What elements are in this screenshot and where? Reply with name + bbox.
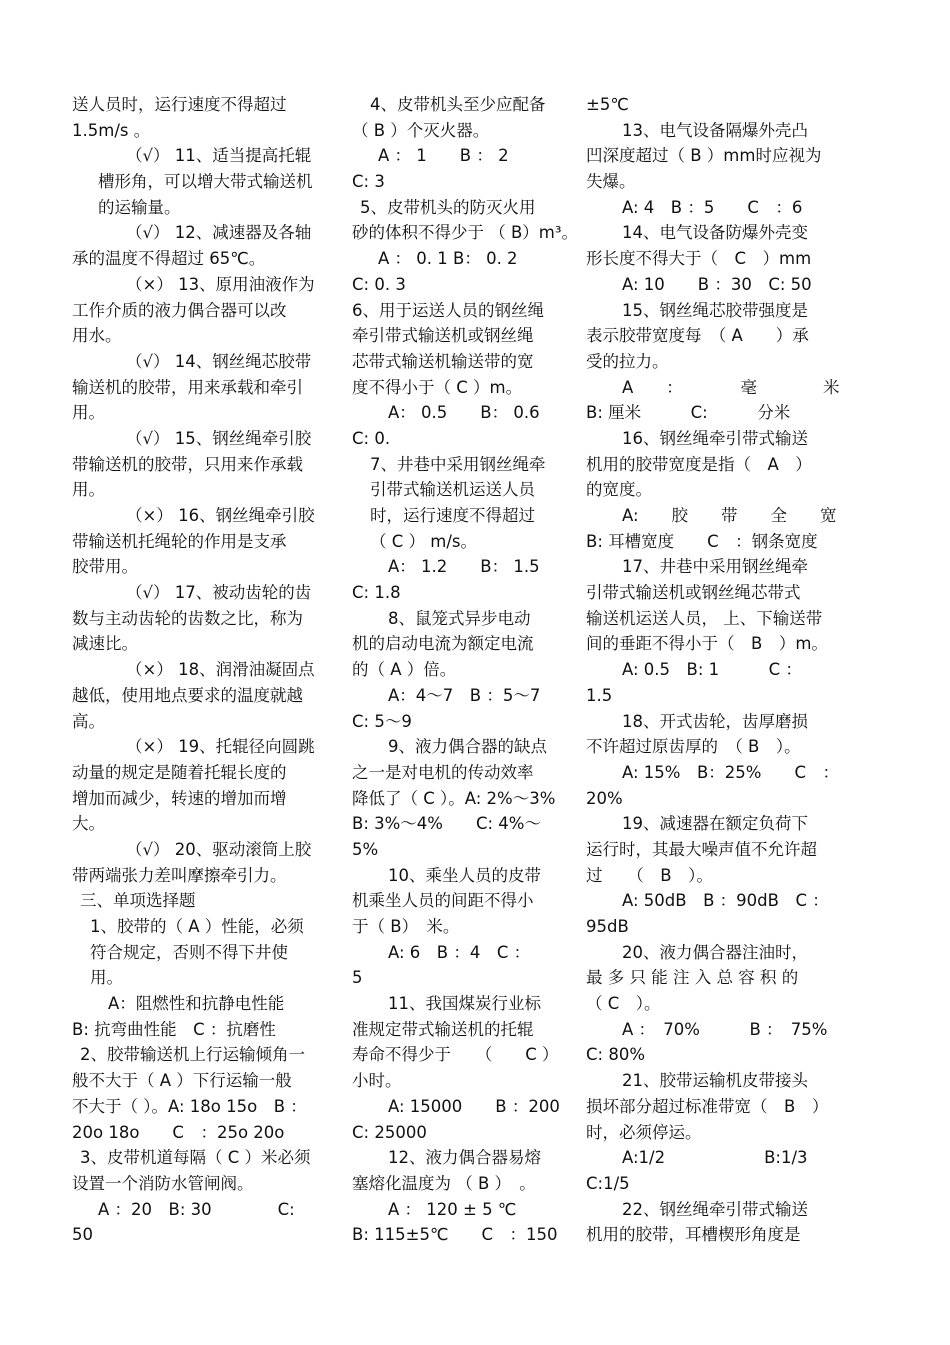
answer-options: A: 10 B ：30 C: 50 bbox=[622, 274, 812, 294]
text-line: 形长度不得大于（ C ）mm bbox=[586, 249, 812, 269]
question-tf-17: （√） 17、被动齿轮的齿 bbox=[126, 583, 312, 603]
question-mc-10: 10、乘坐人员的皮带 bbox=[388, 865, 541, 885]
answer-options: B: 115±5℃ C ：150 bbox=[352, 1225, 558, 1245]
answer-options: A ： 70% B ： 75% bbox=[622, 1019, 828, 1039]
answer-options: ±5℃ bbox=[586, 95, 629, 114]
text-line: 的运输量。 bbox=[98, 197, 181, 217]
text-line: 用。 bbox=[72, 403, 105, 423]
question-mc-21: 21、胶带运输机皮带接头 bbox=[622, 1071, 808, 1091]
text-line: 带两端张力差叫摩擦牵引力。 bbox=[72, 865, 287, 885]
answer-options: A: 15% B：25% C ： bbox=[622, 762, 839, 782]
answer-options: B: 耳槽宽度 C ：钢条宽度 bbox=[586, 531, 818, 551]
question-mc-16: 16、钢丝绳牵引带式输送 bbox=[622, 428, 808, 448]
question-tf-16: （×） 16、钢丝绳牵引胶 bbox=[126, 506, 315, 525]
question-mc-11: 11、我国煤炭行业标 bbox=[388, 994, 541, 1014]
middle-column bbox=[352, 92, 578, 1248]
text-line: 之一是对电机的传动效率 bbox=[352, 762, 534, 782]
answer-options: B: 抗弯曲性能 C ：抗磨性 bbox=[72, 1019, 276, 1039]
text-line: 机乘坐人员的间距不得小 bbox=[352, 891, 534, 911]
text-line: 间的垂距不得小于（ B ）m。 bbox=[586, 634, 828, 654]
left-column bbox=[72, 92, 334, 1248]
text-line: 表示胶带宽度每 （ A ）承 bbox=[586, 326, 809, 346]
text-line: 机的启动电流为额定电流 bbox=[352, 634, 534, 654]
text-line: 符合规定，否则不得下井使 bbox=[90, 942, 288, 962]
answer-options: 95dB bbox=[586, 917, 629, 936]
question-mc-20: 20、液力偶合器注油时， bbox=[622, 942, 808, 962]
answer-options: A: 50dB B ：90dB C ： bbox=[622, 891, 829, 911]
question-tf-13: （×） 13、原用油液作为 bbox=[126, 274, 315, 294]
answer-options: A: 15000 B ：200 bbox=[388, 1096, 560, 1116]
question-mc-13: 13、电气设备隔爆外壳凸 bbox=[622, 120, 808, 140]
text-line: 槽形角，可以增大带式输送机 bbox=[98, 172, 313, 192]
text-line: 输送机运送人员， 上、下输送带 bbox=[586, 608, 823, 628]
answer-options: C: 25000 bbox=[352, 1122, 427, 1142]
text-line: 用。 bbox=[72, 480, 105, 500]
text-line: 带输送机的胶带，只用来作承载 bbox=[72, 454, 303, 474]
right-column bbox=[586, 92, 848, 1248]
answer-options: C:1/5 bbox=[586, 1173, 630, 1193]
text-line: 损坏部分超过标准带宽（ B ） bbox=[586, 1096, 829, 1116]
question-mc-17: 17、井巷中采用钢丝绳牵 bbox=[622, 557, 808, 577]
text-line: 大。 bbox=[72, 814, 105, 834]
answer-options: 50 bbox=[72, 1225, 93, 1245]
text-line: 用水。 bbox=[72, 326, 122, 346]
text-line: 牵引带式输送机或钢丝绳 bbox=[352, 326, 534, 346]
answer-options: A ：20 B: 30 C: bbox=[98, 1199, 295, 1219]
answer-options: A ： 0. 1 B： 0. 2 bbox=[378, 249, 518, 269]
text-line: 用。 bbox=[90, 968, 123, 988]
question-mc-7: 7、井巷中采用钢丝绳牵 bbox=[370, 454, 546, 474]
question-mc-4: 4、皮带机头至少应配备 bbox=[370, 95, 546, 114]
question-mc-6: 6、用于运送人员的钢丝绳 bbox=[352, 300, 544, 320]
answer-options: A: 4 B ：5 C ：6 bbox=[622, 197, 803, 217]
text-line: 最 多 只 能 注 入 总 容 积 的 bbox=[586, 968, 799, 988]
answer-options: A： 1.2 B： 1.5 bbox=[388, 557, 540, 577]
answer-options: 20% bbox=[586, 788, 623, 808]
text-line: 运行时，其最大噪声值不允许超 bbox=[586, 839, 817, 859]
text-line: 设置一个消防水管闸阀。 bbox=[72, 1173, 254, 1193]
text-line: 减速比。 bbox=[72, 634, 138, 654]
answer-options: 5% bbox=[352, 839, 379, 859]
question-mc-14: 14、电气设备防爆外壳变 bbox=[622, 223, 808, 243]
text-line: 增加而减少，转速的增加而增 bbox=[72, 788, 287, 808]
text-line: 1.5m/s 。 bbox=[72, 120, 151, 140]
answer-options: B: 厘米 C: 分米 bbox=[586, 403, 791, 423]
question-mc-2: 2、胶带输送机上行运输倾角一 bbox=[80, 1045, 305, 1065]
question-mc-15: 15、钢丝绳芯胶带强度是 bbox=[622, 300, 808, 320]
text-line: 不许超过原齿厚的 （ B ）。 bbox=[586, 737, 801, 757]
question-tf-14: （√） 14、钢丝绳芯胶带 bbox=[126, 351, 312, 371]
text-line: 度不得小于（ C ）m。 bbox=[352, 377, 523, 397]
text-line: 寿命不得少于 （ C ） bbox=[352, 1045, 559, 1065]
text-line: 的宽度。 bbox=[586, 480, 652, 500]
answer-options: C: 80% bbox=[586, 1045, 645, 1065]
answer-options: B: 3%～4% C: 4%～ bbox=[352, 814, 541, 834]
question-mc-1: 1、胶带的（ A ）性能，必须 bbox=[90, 917, 304, 936]
text-line: （ C ） m/s。 bbox=[370, 531, 477, 551]
section-heading: 三、单项选择题 bbox=[80, 891, 196, 911]
text-line: 送人员时，运行速度不得超过 bbox=[72, 95, 287, 114]
text-line: 承的温度不得超过 65℃。 bbox=[72, 249, 266, 269]
answer-options: 5 bbox=[352, 968, 363, 988]
answer-options: C: 3 bbox=[352, 172, 385, 192]
answer-options: 降低了（ C ）。A: 2%～3% bbox=[352, 788, 556, 808]
answer-options: C: 1.8 bbox=[352, 583, 401, 603]
text-line: 受的拉力。 bbox=[586, 351, 669, 371]
question-mc-8: 8、鼠笼式异步电动 bbox=[388, 608, 531, 628]
answer-options: C: 0. 3 bbox=[352, 274, 406, 294]
text-line: 带输送机托绳轮的作用是支承 bbox=[72, 531, 287, 551]
answer-options: A ： 毫 米 bbox=[622, 377, 840, 397]
question-tf-19: （×） 19、托辊径向圆跳 bbox=[126, 737, 315, 757]
text-line: （ C ）。 bbox=[586, 994, 661, 1014]
question-mc-19: 19、减速器在额定负荷下 bbox=[622, 814, 808, 834]
question-mc-18: 18、开式齿轮，齿厚磨损 bbox=[622, 711, 808, 731]
answer-options: 1.5 bbox=[586, 685, 613, 705]
question-mc-22: 22、钢丝绳牵引带式输送 bbox=[622, 1199, 808, 1219]
answer-options: A: 0.5 B: 1 C ： bbox=[622, 660, 802, 680]
question-mc-12: 12、液力偶合器易熔 bbox=[388, 1148, 541, 1168]
answer-options: A ： 1 B ： 2 bbox=[378, 146, 509, 166]
question-tf-18: （×） 18、润滑油凝固点 bbox=[126, 660, 315, 680]
answer-options: A：4～7 B ：5～7 bbox=[388, 685, 541, 705]
answer-options: A：阻燃性和抗静电性能 bbox=[108, 994, 285, 1014]
question-tf-15: （√） 15、钢丝绳牵引胶 bbox=[126, 428, 312, 448]
answer-options: A:1/2 B:1/3 bbox=[622, 1148, 808, 1168]
text-line: 失爆。 bbox=[586, 172, 636, 192]
text-line: 塞熔化温度为 （ B ） 。 bbox=[352, 1173, 536, 1193]
text-line: 时，必须停运。 bbox=[586, 1122, 702, 1142]
question-tf-20: （√） 20、驱动滚筒上胶 bbox=[126, 839, 312, 859]
text-line: 时，运行速度不得超过 bbox=[370, 506, 535, 525]
text-line: 般不大于（ A ）下行运输一般 bbox=[72, 1071, 292, 1091]
text-line: 的（ A ）倍。 bbox=[352, 660, 457, 680]
question-tf-11: （√） 11、适当提高托辊 bbox=[126, 146, 312, 166]
text-line: 过 （ B ）。 bbox=[586, 865, 713, 885]
text-line: 芯带式输送机输送带的宽 bbox=[352, 351, 534, 371]
text-line: 工作介质的液力偶合器可以改 bbox=[72, 300, 287, 320]
text-line: 砂的体积不得少于 （ B）m³。 bbox=[352, 223, 578, 243]
text-line: 越低，使用地点要求的温度就越 bbox=[72, 685, 303, 705]
text-line: 引带式输送机运送人员 bbox=[370, 480, 535, 500]
text-line: 机用的胶带，耳槽楔形角度是 bbox=[586, 1225, 801, 1245]
text-line: 高。 bbox=[72, 711, 105, 731]
text-line: 凹深度超过（ B ）mm时应视为 bbox=[586, 146, 822, 166]
text-line: 小时。 bbox=[352, 1071, 402, 1091]
question-tf-12: （√） 12、减速器及各轴 bbox=[126, 223, 312, 243]
question-mc-9: 9、液力偶合器的缺点 bbox=[388, 737, 547, 757]
answer-options: A: 胶 带 全 宽 bbox=[622, 506, 837, 525]
text-line: 胶带用。 bbox=[72, 557, 138, 577]
answer-options: 不大于（ ）。A: 18o 15o B ： bbox=[72, 1096, 307, 1116]
answer-options: C: 5～9 bbox=[352, 711, 412, 731]
text-line: 输送机的胶带，用来承载和牵引 bbox=[72, 377, 303, 397]
answer-options: A： 0.5 B： 0.6 bbox=[388, 403, 540, 423]
text-line: （ B ）个灭火器。 bbox=[352, 120, 490, 140]
question-mc-3: 3、皮带机道每隔（ C ）米必须 bbox=[80, 1148, 311, 1168]
text-line: 于（ B） 米。 bbox=[352, 917, 460, 936]
answer-options: A ： 120 ± 5 ℃ bbox=[388, 1199, 517, 1219]
text-line: 数与主动齿轮的齿数之比，称为 bbox=[72, 608, 303, 628]
answer-options: 20o 18o C ：25o 20o bbox=[72, 1122, 285, 1142]
text-line: 机用的胶带宽度是指（ A ） bbox=[586, 454, 812, 474]
text-line: 引带式输送机或钢丝绳芯带式 bbox=[586, 583, 801, 603]
question-mc-5: 5、皮带机头的防灭火用 bbox=[360, 197, 536, 217]
answer-options: A: 6 B ：4 C ： bbox=[388, 942, 531, 962]
answer-options: C: 0. bbox=[352, 428, 391, 448]
text-line: 准规定带式输送机的托辊 bbox=[352, 1019, 534, 1039]
text-line: 动量的规定是随着托辊长度的 bbox=[72, 762, 287, 782]
